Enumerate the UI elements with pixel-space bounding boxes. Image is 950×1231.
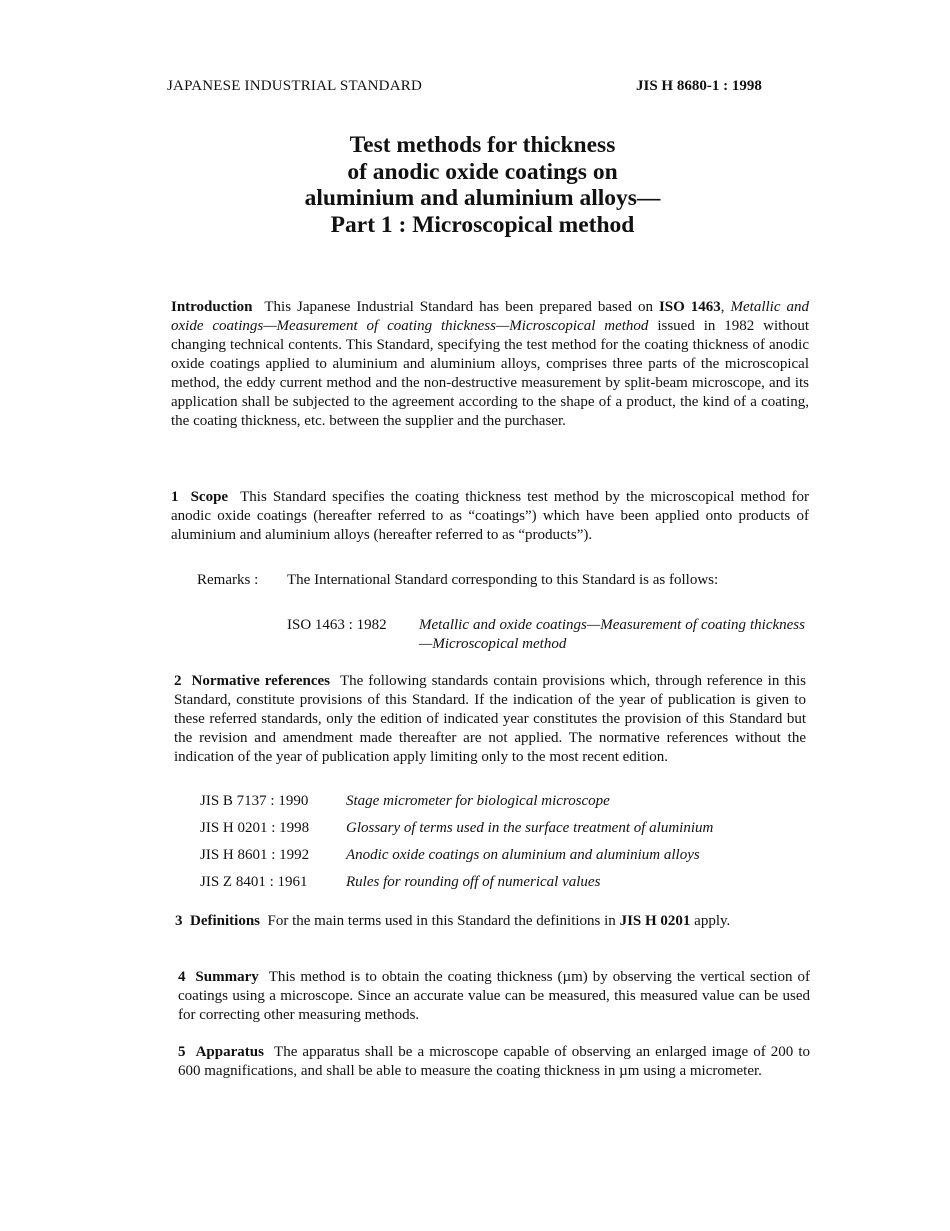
reference-title: Glossary of terms used in the surface treatment of aluminium [346,820,714,836]
definitions-heading: Definitions [190,913,261,929]
summary-number: 4 [178,969,186,985]
definitions-ref: JIS H 0201 [619,913,691,929]
definitions-number: 3 [175,913,183,929]
reference-code: JIS B 7137 : 1990 [200,793,309,809]
title-line: of anodic oxide coatings on [347,158,618,185]
scope-section [171,488,809,545]
normative-heading: Normative references [191,673,331,689]
definitions-section: 3 Definitions For the main terms used in this Standard the definitions in JIS H 0201 apply. [175,913,731,929]
apparatus-text: The apparatus shall be a microscope capable of observing an enlarged image of 200 to 600 magnifications, and shall be able to measure the coating thickness in µm using a micrometer. [178,1044,811,1079]
iso-title: Metallic and oxide coatings—Measurement of coating thickness—Microscopical method [171,299,809,334]
standard-header: JAPANESE INDUSTRIAL STANDARD [167,78,422,94]
reference-title: Anodic oxide coatings on aluminium and aluminium alloys [346,847,700,863]
iso-title: Metallic and oxide coatings—Measurement of coating thickness—Microscopical method [419,617,805,652]
iso-reference: ISO 1463 [658,299,721,315]
normative-text: The following standards contain provisions which, through reference in this Standard, constitute provisions of this Standard. If the indication of the year of publication is given to these referred standards, only the edition of indicated year constitutes the provision of this Standard but the revision and amendment made thereafter are not applied. The normative references without the indication of the year of publication apply limiting only to the most recent edition. [174,673,807,765]
normative-number: 2 [174,673,182,689]
apparatus-number: 5 [178,1044,186,1060]
summary-section [178,968,810,1025]
reference-code: JIS H 0201 : 1998 [200,820,310,836]
reference-item [200,847,700,864]
introduction-text: This Japanese Industrial Standard has been prepared based on [264,299,659,315]
normative-references-section [174,672,806,767]
summary-heading: Summary [195,969,259,985]
reference-title: Rules for rounding off of numerical values [346,874,601,890]
remarks-text: The International Standard corresponding to this Standard is as follows: [287,572,719,588]
apparatus-section [178,1043,810,1081]
scope-number: 1 [171,489,179,505]
summary-text: This method is to obtain the coating thickness (µm) by observing the vertical section of coatings using a microscope. Since an accurate value can be measured, this measured value can be used for correcting other measuring methods. [178,969,810,1023]
introduction-text-cont: issued in 1982 without changing technical contents. This Standard, specifying the test method for the coating thickness of anodic oxide coatings applied to aluminium and aluminium alloys, comprises three parts of the microscopical method, the eddy current method and the non-destructive measurement by split-beam microscope, and its application shall be subjected to the agreement according to the shape of a product, the kind of a coating, the coating thickness, etc. between the supplier and the purchaser. [171,318,809,429]
remarks-label: Remarks : [197,572,259,588]
iso-code: ISO 1463 : 1982 [287,617,387,633]
standard-number: JIS H 8680-1 : 1998 [636,78,762,94]
definitions-text: For the main terms used in this Standard the definitions in [267,913,620,929]
title-line: aluminium and aluminium alloys— [304,185,661,211]
apparatus-heading: Apparatus [195,1044,264,1060]
reference-item [200,793,610,810]
scope-heading: Scope [190,489,229,505]
reference-item [200,820,713,837]
reference-code: JIS Z 8401 : 1961 [200,874,308,890]
reference-item [200,874,600,891]
document-title [200,132,765,238]
introduction-heading: Introduction [171,299,253,315]
reference-code: JIS H 8601 : 1992 [200,847,310,863]
title-line: Test methods for thickness [349,132,616,158]
reference-title: Stage micrometer for biological microscope [346,793,610,809]
scope-text: This Standard specifies the coating thickness test method by the microscopical method for anodic oxide coatings (hereafter referred to as “coatings”) which have been applied onto products of aluminium and aluminium alloys (hereafter referred to as “products”). [171,489,810,543]
title-line: Part 1 : Microscopical method [330,211,635,238]
introduction-section: Introduction This Japanese Industrial Standard has been prepared based on ISO 1463, Metallic and oxide coatings—Measurement of coating thickness—Microscopical method issued in 1982 without changing technical contents. This Standard, specifying the test method for the coating thickness of anodic oxide coatings applied to aluminium and aluminium alloys, comprises three parts of the microscopical method, the eddy current method and the non-destructive measurement by split-beam microscope, and its application shall be subjected to the agreement according to the shape of a product, the kind of a coating, the coating thickness, etc. between the supplier and the purchaser. [171,299,809,429]
